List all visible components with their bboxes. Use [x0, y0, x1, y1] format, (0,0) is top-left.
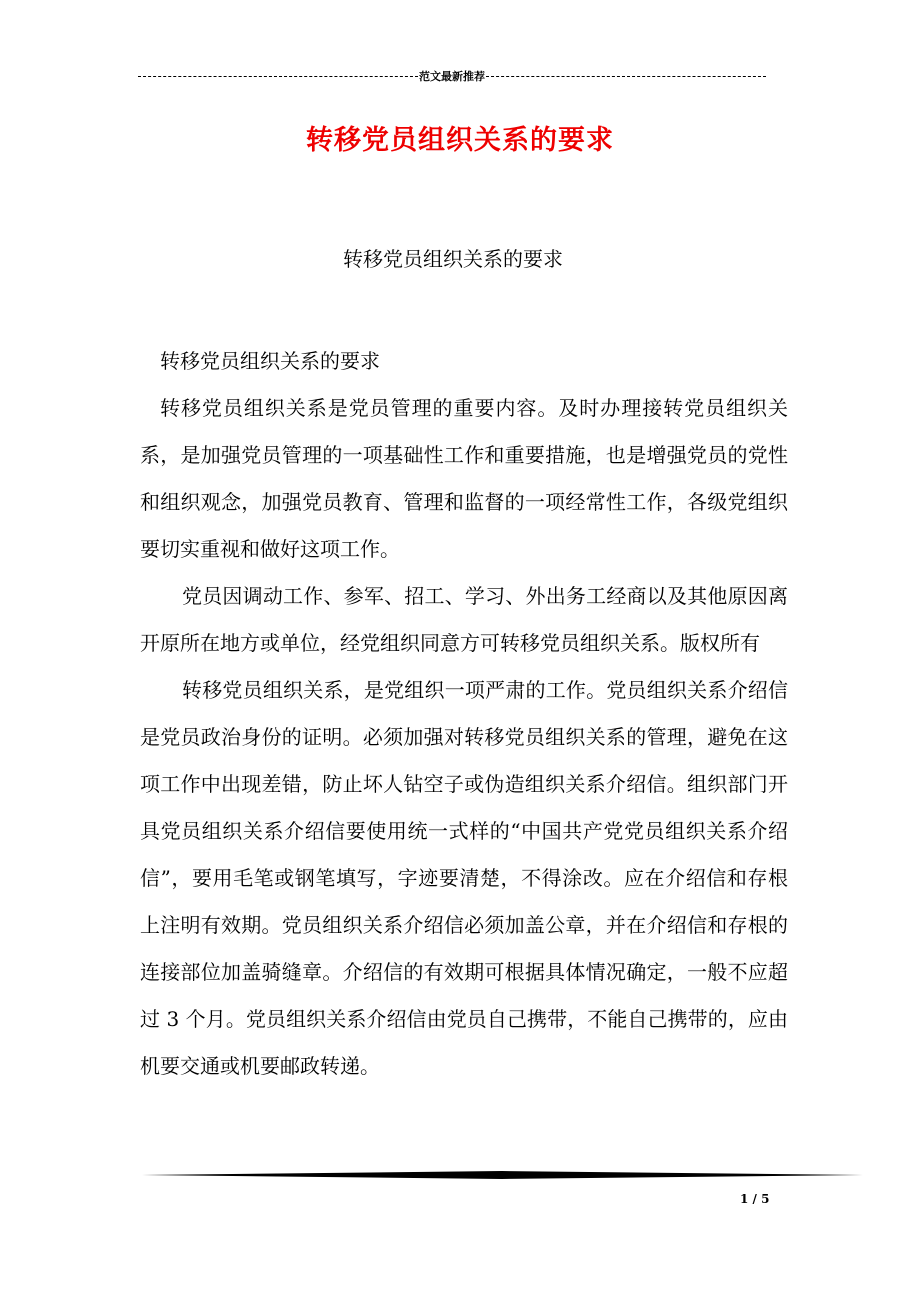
header-dashes-right — [486, 76, 766, 77]
paragraph-2: 党员因调动工作、参军、招工、学习、外出务工经商以及其他原因离开原所在地方或单位，经党组织同意方可转移党员组织关系。版权所有 — [140, 584, 788, 655]
footer-rule — [142, 1170, 863, 1180]
paragraph-1: 转移党员组织关系是党员管理的重要内容。及时办理接转党员组织关系，是加强党员管理的一项基础性工作和重要措施，也是增强党员的党性和组织观念，加强党员教育、管理和监督的一项经常性工作，各级党组织要切实重视和做好这项工作。 — [140, 396, 788, 561]
document-body — [140, 338, 788, 1090]
header-label: 范文最新推荐 — [419, 70, 485, 83]
paragraph-3: 转移党员组织关系，是党组织一项严肃的工作。党员组织关系介绍信是党员政治身份的证明。必须加强对转移党员组织关系的管理，避免在这项工作中出现差错，防止坏人钻空子或伪造组织关系介绍信。组织部门开具党员组织关系介绍信要使用统一式样的“中国共产党党员组织关系介绍信”，要用毛笔或钢笔填写，字迹要清楚，不得涂改。应在介绍信和存根上注明有效期。党员组织关系介绍信必须加盖公章，并在介绍信和存根的连接部位加盖骑缝章。介绍信的有效期可根据具体情况确定，一般不应超过 3 个月。党员组织关系介绍信由党员自己携带，不能自己携带的，应由机要交通或机要邮政转递。 — [140, 678, 788, 1078]
page-number: 1 / 5 — [740, 1192, 770, 1206]
header-dashes-left — [138, 76, 418, 77]
paragraph-heading: 转移党员组织关系的要求 — [160, 349, 380, 373]
document-subtitle: 转移党员组织关系的要求 — [343, 247, 563, 271]
document-title: 转移党员组织关系的要求 — [306, 125, 614, 156]
page-header — [138, 66, 766, 86]
